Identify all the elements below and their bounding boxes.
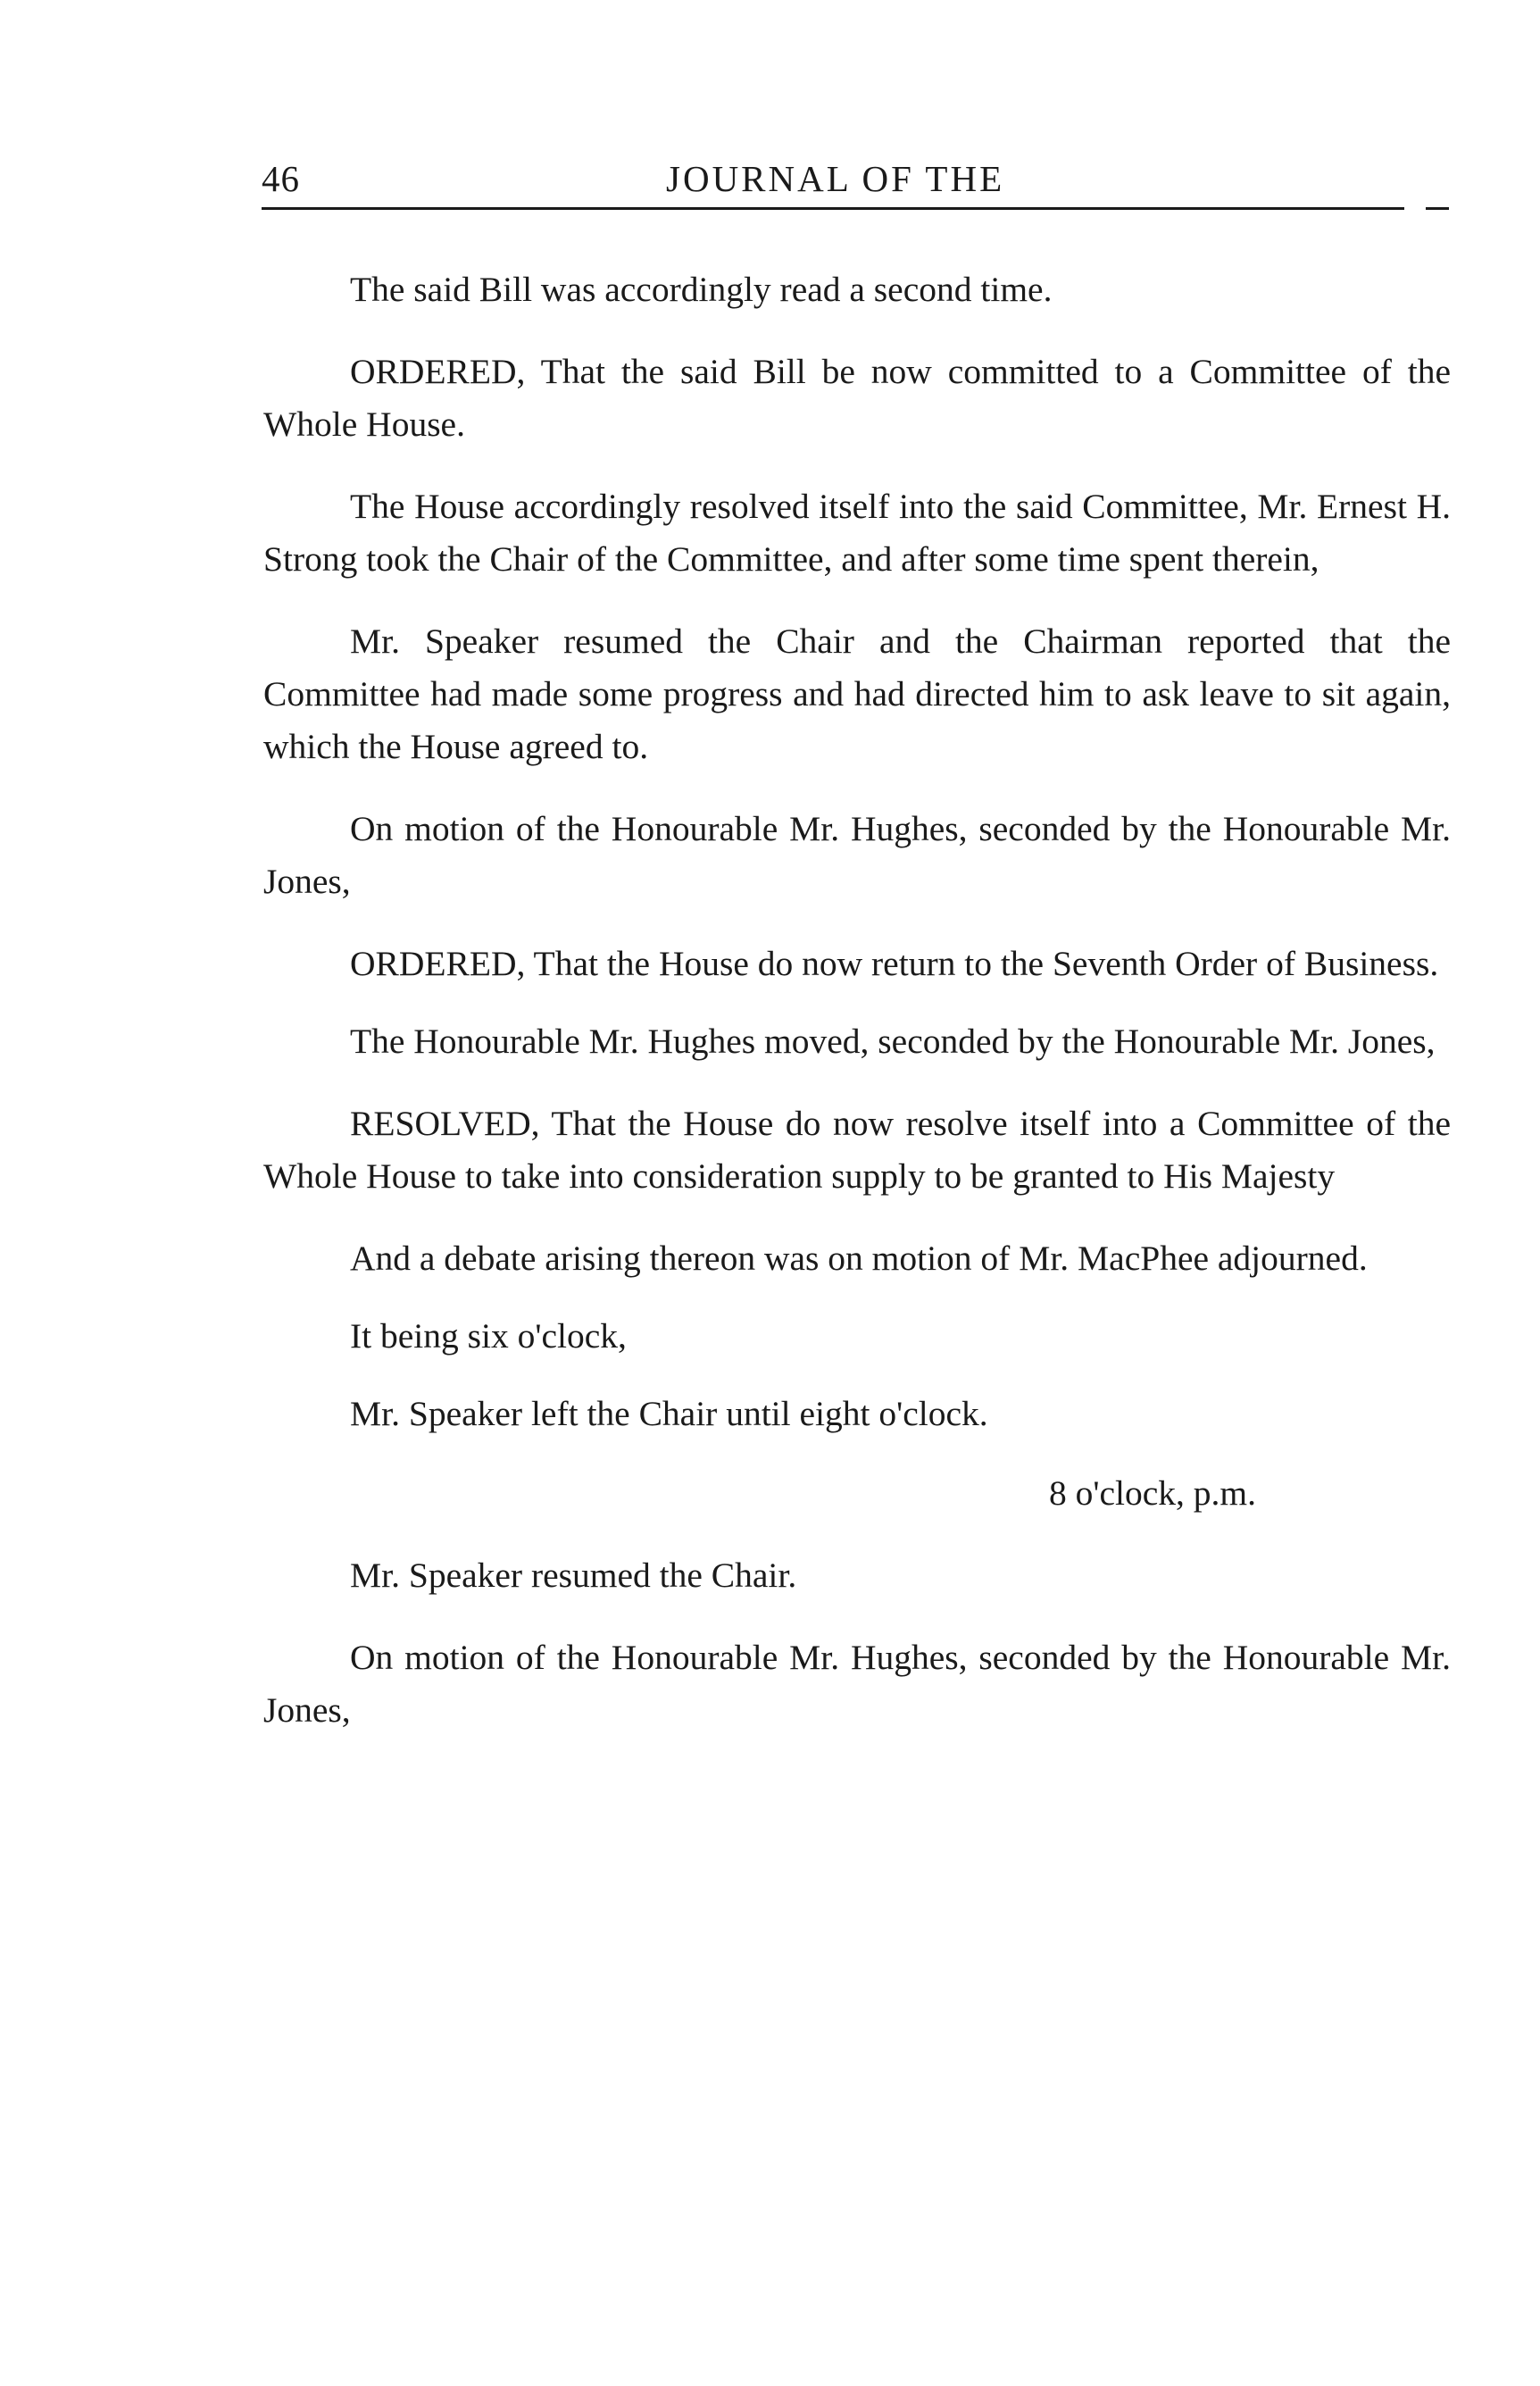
paragraph-ordered-committed: ORDERED, That the said Bill be now committed to a Committee of the Whole House.	[263, 352, 1451, 444]
page-header	[262, 150, 1449, 204]
paragraph-ordered-return: ORDERED, That the House do now return to the Seventh Order of Business.	[350, 944, 1439, 983]
paragraph-speaker-resumed-evening: Mr. Speaker resumed the Chair.	[350, 1556, 797, 1595]
paragraph-house-resolved: The House accordingly resolved itself into the said Committee, Mr. Ernest H. Strong took the Chair of the Committee, and after some time spent therein,	[263, 487, 1451, 579]
paragraph-resolved-supply: RESOLVED, That the House do now resolve itself into a Committee of the Whole House to take into consideration supply to be granted to His Majesty	[263, 1104, 1451, 1196]
paragraph-six-oclock: It being six o'clock,	[350, 1316, 627, 1356]
time-stamp: 8 o'clock, p.m.	[1049, 1473, 1257, 1513]
running-title: JOURNAL OF THE	[666, 158, 1005, 199]
paragraph-hughes-moved: The Honourable Mr. Hughes moved, seconded by the Honourable Mr. Jones,	[350, 1022, 1436, 1061]
paragraph-motion-evening: On motion of the Honourable Mr. Hughes, seconded by the Honourable Mr. Jones,	[263, 1638, 1451, 1730]
paragraph-speaker-left: Mr. Speaker left the Chair until eight o'clock.	[350, 1394, 988, 1433]
paragraph-second-reading: The said Bill was accordingly read a second time.	[350, 270, 1053, 309]
header-rule-dash	[1426, 207, 1449, 210]
paragraph-speaker-resumed: Mr. Speaker resumed the Chair and the Chairman reported that the Committee had made some progress and had directed him to ask leave to sit again, which the House agreed to.	[263, 622, 1451, 766]
journal-body	[263, 263, 1451, 1737]
header-rule	[262, 207, 1404, 210]
paragraph-debate-adjourned: And a debate arising thereon was on motion of Mr. MacPhee adjourned.	[350, 1239, 1368, 1278]
page-number: 46	[262, 158, 300, 199]
paragraph-motion: On motion of the Honourable Mr. Hughes, seconded by the Honourable Mr. Jones,	[263, 809, 1451, 901]
